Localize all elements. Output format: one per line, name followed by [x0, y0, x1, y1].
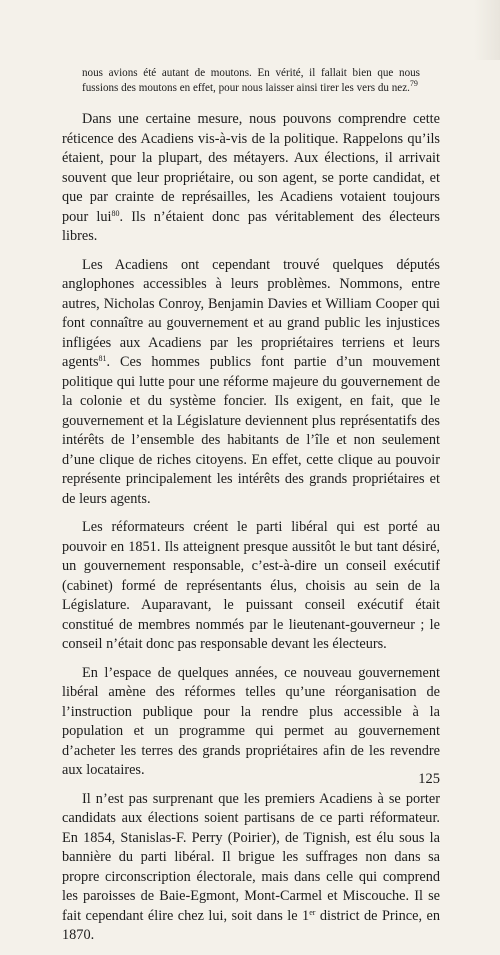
paragraph-1-text-a: Dans une certaine mesure, nous pouvons comprendre cette réticence des Acadiens vis-à-vis de la politique. Rappelons qu’ils étaient, pour la plupart, des métayers. Aux élections, il arrivait souvent que leur propriétaire, ou son agent, se porte candidat, et que par crainte de représailles, les Acadiens votaient toujours pour lui	[62, 111, 440, 225]
paragraph-1-text-b: . Ils n’étaient donc pas véritablement des électeurs libres.	[62, 208, 440, 244]
paragraph-5	[62, 790, 440, 946]
block-quote	[82, 66, 420, 96]
footnote-ref-80: 80	[111, 208, 120, 218]
paragraph-2-text-a: Les Acadiens ont cependant trouvé quelques députés anglophones accessibles à leurs problèmes. Nommons, entre autres, Nicholas Conroy, Benjamin Davies et William Cooper qui font connaître au gouvernement et au grand public les injustices infligées aux Acadiens par les propriétaires terriens et leurs agents	[62, 256, 440, 370]
quote-text: nous avions été autant de moutons. En vérité, il fallait bien que nous fussions des moutons en effet, pour nous laisser ainsi tirer les vers du nez.	[82, 67, 420, 94]
paragraph-2-text-b: . Ces hommes publics font partie d’un mouvement politique qui lutte pour une réforme majeure du gouvernement de la colonie et du système foncier. Ils exigent, en fait, que le gouvernement et la Législature deviennent plus représentatifs des intérêts de l’ensemble des habitants de l’île et non seulement d’une clique de riches citoyens. En effet, cette clique au pouvoir représente principalement les intérêts des grands propriétaires et de leurs agents.	[62, 354, 440, 507]
page-corner-shadow	[474, 0, 500, 60]
paragraph-5-text-a: Il n’est pas surprenant que les premiers Acadiens à se porter candidats aux élections soient partisans de ce parti réformateur. En 1854, Stanislas-F. Perry (Poirier), de Tignish, est élu sous la bannière du parti libéral. Il brigue les suffrages non dans sa propre circonscription électorale, mais dans celle qui comprend les paroisses de Baie-Egmont, Mont-Carmel et Miscouche. Il se fait cependant élire chez lui, soit dans le 1	[62, 790, 440, 924]
footnote-ref-79: 79	[409, 79, 418, 88]
paragraph-1	[62, 110, 440, 247]
paragraph-2	[62, 256, 440, 510]
paragraph-4: En l’espace de quelques années, ce nouveau gouvernement libéral amène des réformes telles qu’une réorganisation de l’instruction publique pour la rendre plus accessible à la population et un programme qui permet au gouvernement d’acheter les terres des grands propriétaires afin de les revendre aux locataires.	[62, 664, 440, 778]
footnote-ref-81: 81	[98, 354, 107, 363]
body-text	[62, 110, 440, 955]
ordinal-superscript: er	[309, 907, 316, 917]
paragraph-5-text-b: district de Prince, en 1870.	[62, 907, 441, 943]
page-number: 125	[418, 771, 440, 787]
paragraph-3: Les réformateurs créent le parti libéral qui est porté au pouvoir en 1851. Ils atteignent presque aussitôt le but tant désiré, un gouvernement responsable, c’est-à-dire un conseil exécutif (cabinet) formé de représentants élus, choisis au sein de la Législature. Auparavant, le puissant conseil exécutif était constitué de membres nommés par le lieutenant-gouverneur ; le conseil n’était donc pas responsable devant les électeurs.	[62, 519, 440, 652]
